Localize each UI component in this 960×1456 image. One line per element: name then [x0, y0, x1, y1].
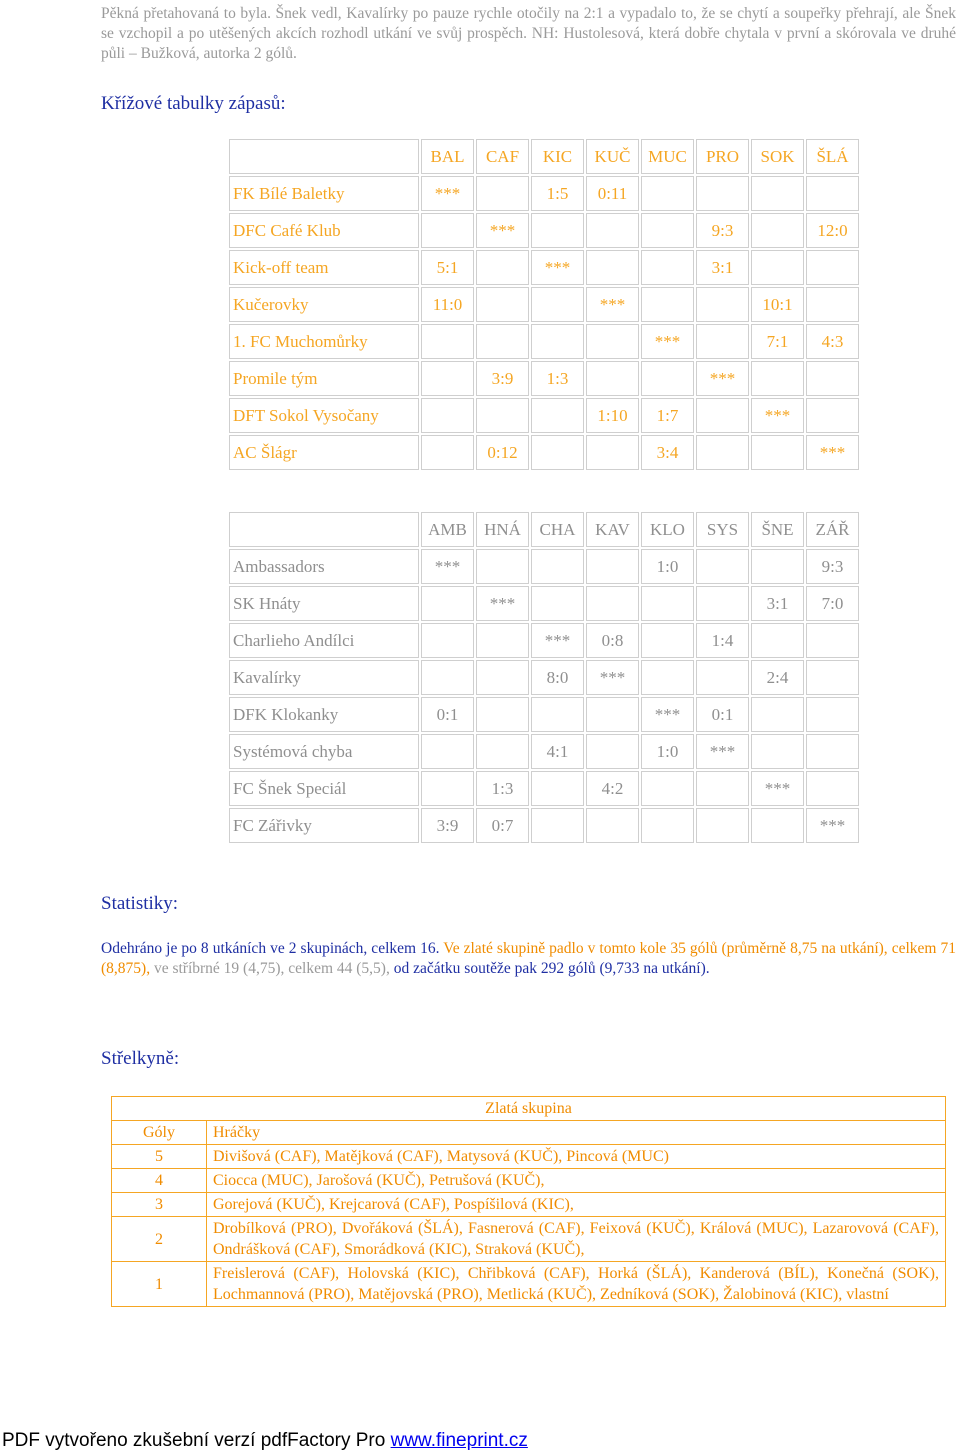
- silver-column-header: HNÁ: [476, 512, 529, 547]
- gold-score-cell: ***: [641, 324, 694, 359]
- silver-score-cell: [806, 660, 859, 695]
- gold-score-cell: 7:1: [751, 324, 804, 359]
- silver-score-cell: 4:1: [531, 734, 584, 769]
- gold-score-cell: [751, 213, 804, 248]
- players-list: Divišová (CAF), Matějková (CAF), Matysová (KUČ), Pincová (MUC): [207, 1145, 946, 1169]
- gold-corner-cell: [229, 139, 419, 174]
- gold-score-cell: [476, 176, 529, 211]
- stats-silver-group: ve stříbrné 19 (4,75), celkem 44 (5,5),: [153, 960, 394, 977]
- silver-score-cell: ***: [586, 660, 639, 695]
- silver-score-cell: [751, 623, 804, 658]
- silver-team-name: Systémová chyba: [229, 734, 419, 769]
- silver-score-cell: [476, 697, 529, 732]
- gold-score-cell: 0:11: [586, 176, 639, 211]
- silver-column-header: KLO: [641, 512, 694, 547]
- gold-score-cell: 0:12: [476, 435, 529, 470]
- silver-score-cell: [586, 586, 639, 621]
- silver-score-cell: [421, 660, 474, 695]
- silver-score-cell: [586, 734, 639, 769]
- scorers-row: [112, 1262, 946, 1307]
- gold-score-cell: [531, 213, 584, 248]
- gold-score-cell: [751, 361, 804, 396]
- gold-score-cell: 12:0: [806, 213, 859, 248]
- gold-column-header: MUC: [641, 139, 694, 174]
- gold-score-cell: [751, 435, 804, 470]
- gold-column-header: BAL: [421, 139, 474, 174]
- silver-score-cell: ***: [696, 734, 749, 769]
- scorers-row: [112, 1193, 946, 1217]
- goals-count: 3: [112, 1193, 207, 1217]
- silver-column-header: AMB: [421, 512, 474, 547]
- silver-score-cell: 7:0: [806, 586, 859, 621]
- gold-table-row: [229, 324, 859, 359]
- silver-table-header-row: [229, 512, 859, 547]
- silver-score-cell: 2:4: [751, 660, 804, 695]
- silver-table-row: [229, 697, 859, 732]
- silver-score-cell: [696, 549, 749, 584]
- gold-score-cell: 4:3: [806, 324, 859, 359]
- silver-score-cell: [531, 808, 584, 843]
- gold-score-cell: 3:1: [696, 250, 749, 285]
- gold-score-cell: ***: [751, 398, 804, 433]
- silver-score-cell: ***: [806, 808, 859, 843]
- gold-score-cell: [806, 398, 859, 433]
- silver-score-cell: [641, 808, 694, 843]
- silver-score-cell: [421, 623, 474, 658]
- gold-score-cell: [531, 324, 584, 359]
- silver-score-cell: [476, 660, 529, 695]
- silver-score-cell: [806, 734, 859, 769]
- scorers-table: [111, 1096, 946, 1307]
- gold-score-cell: ***: [586, 287, 639, 322]
- silver-score-cell: ***: [476, 586, 529, 621]
- gold-score-cell: [586, 435, 639, 470]
- silver-score-cell: [476, 623, 529, 658]
- silver-table-row: [229, 586, 859, 621]
- silver-table-row: [229, 623, 859, 658]
- gold-table-row: [229, 398, 859, 433]
- silver-score-cell: [421, 586, 474, 621]
- silver-score-cell: [531, 549, 584, 584]
- silver-score-cell: 0:8: [586, 623, 639, 658]
- silver-column-header: SYS: [696, 512, 749, 547]
- goals-count: 5: [112, 1145, 207, 1169]
- stats-paragraph: [101, 939, 956, 979]
- gold-score-cell: [421, 361, 474, 396]
- silver-score-cell: [586, 697, 639, 732]
- silver-team-name: SK Hnáty: [229, 586, 419, 621]
- intro-paragraph: Pěkná přetahovaná to byla. Šnek vedl, Kavalírky po pauze rychle otočily na 2:1 a vypadalo to, že se chytí a soupeřky přehrají, ale Šnek se vzchopil a po utěšených akcích rozhodl utkání ve svůj prospěch. NH: Hustolesová, která dobře chytala v první a skórovala ve druhé půli – Bužková, autorka 2 gólů.: [101, 5, 956, 62]
- gold-score-cell: 3:9: [476, 361, 529, 396]
- gold-column-header: PRO: [696, 139, 749, 174]
- gold-column-header: SOK: [751, 139, 804, 174]
- gold-team-name: FK Bílé Baletky: [229, 176, 419, 211]
- gold-column-header: KIC: [531, 139, 584, 174]
- gold-table-row: [229, 435, 859, 470]
- silver-score-cell: ***: [641, 697, 694, 732]
- gold-score-cell: [421, 324, 474, 359]
- goals-count: 1: [112, 1262, 207, 1307]
- gold-score-cell: 1:10: [586, 398, 639, 433]
- scorers-header-row: [112, 1121, 946, 1145]
- silver-score-cell: 3:9: [421, 808, 474, 843]
- gold-score-cell: 11:0: [421, 287, 474, 322]
- silver-column-header: CHA: [531, 512, 584, 547]
- stats-total-matches: Odehráno je po 8 utkáních ve 2 skupinách, celkem 16.: [101, 940, 444, 957]
- gold-score-cell: [641, 250, 694, 285]
- silver-score-cell: [586, 808, 639, 843]
- silver-score-cell: [641, 623, 694, 658]
- silver-table-body: [229, 549, 859, 843]
- silver-score-cell: 1:4: [696, 623, 749, 658]
- gold-table-row: [229, 213, 859, 248]
- silver-score-cell: 0:1: [696, 697, 749, 732]
- scorers-table-title: Zlatá skupina: [112, 1097, 946, 1121]
- stats-season-total: od začátku soutěže pak 292 gólů (9,733 na utkání).: [393, 960, 710, 977]
- gold-group-table: [227, 137, 861, 472]
- gold-table-row: [229, 250, 859, 285]
- silver-score-cell: [751, 808, 804, 843]
- gold-score-cell: 1:7: [641, 398, 694, 433]
- scorers-row: [112, 1217, 946, 1262]
- silver-score-cell: [641, 660, 694, 695]
- silver-score-cell: [751, 697, 804, 732]
- gold-score-cell: 5:1: [421, 250, 474, 285]
- gold-score-cell: [751, 250, 804, 285]
- silver-score-cell: [751, 734, 804, 769]
- players-list: Gorejová (KUČ), Krejcarová (CAF), Pospíšilová (KIC),: [207, 1193, 946, 1217]
- silver-score-cell: [641, 771, 694, 806]
- gold-score-cell: [751, 176, 804, 211]
- silver-column-header: ŠNE: [751, 512, 804, 547]
- silver-score-cell: 1:3: [476, 771, 529, 806]
- gold-score-cell: [586, 250, 639, 285]
- players-column-header: Hráčky: [207, 1121, 946, 1145]
- silver-group-table: [227, 510, 861, 845]
- stats-gold-group: Ve zlaté skupině padlo v tomto kole 35 gólů (průměrně 8,75 na utkání), celkem 71 (8,875),: [101, 940, 956, 977]
- gold-score-cell: [421, 435, 474, 470]
- scorers-title-row: [112, 1097, 946, 1121]
- silver-score-cell: [531, 771, 584, 806]
- scorers-heading: Střelkyně:: [101, 1048, 180, 1069]
- gold-score-cell: [531, 398, 584, 433]
- gold-score-cell: [531, 287, 584, 322]
- gold-score-cell: ***: [531, 250, 584, 285]
- goals-count: 2: [112, 1217, 207, 1262]
- silver-score-cell: ***: [421, 549, 474, 584]
- gold-score-cell: [696, 324, 749, 359]
- gold-score-cell: ***: [421, 176, 474, 211]
- silver-score-cell: ***: [751, 771, 804, 806]
- silver-score-cell: [476, 549, 529, 584]
- silver-table-row: [229, 808, 859, 843]
- gold-score-cell: 10:1: [751, 287, 804, 322]
- silver-score-cell: 9:3: [806, 549, 859, 584]
- gold-team-name: Kučerovky: [229, 287, 419, 322]
- gold-score-cell: [696, 176, 749, 211]
- gold-score-cell: [586, 361, 639, 396]
- gold-table-body: [229, 176, 859, 470]
- gold-score-cell: [586, 324, 639, 359]
- silver-column-header: ZÁŘ: [806, 512, 859, 547]
- gold-score-cell: [476, 287, 529, 322]
- gold-score-cell: [806, 176, 859, 211]
- gold-team-name: DFT Sokol Vysočany: [229, 398, 419, 433]
- silver-score-cell: 8:0: [531, 660, 584, 695]
- gold-score-cell: ***: [806, 435, 859, 470]
- gold-score-cell: [696, 398, 749, 433]
- silver-team-name: FC Šnek Speciál: [229, 771, 419, 806]
- footer-text: PDF vytvořeno zkušební verzí pdfFactory Pro: [2, 1430, 391, 1451]
- gold-score-cell: 1:5: [531, 176, 584, 211]
- silver-score-cell: ***: [531, 623, 584, 658]
- scorers-row: [112, 1145, 946, 1169]
- scorers-table-body: [112, 1097, 946, 1307]
- silver-team-name: FC Zářivky: [229, 808, 419, 843]
- gold-score-cell: [421, 213, 474, 248]
- silver-score-cell: [806, 771, 859, 806]
- gold-score-cell: [806, 287, 859, 322]
- silver-score-cell: [641, 586, 694, 621]
- silver-score-cell: [476, 734, 529, 769]
- silver-score-cell: [531, 697, 584, 732]
- silver-score-cell: 1:0: [641, 734, 694, 769]
- pdf-footer: [2, 1430, 528, 1452]
- gold-score-cell: [476, 250, 529, 285]
- silver-score-cell: [696, 808, 749, 843]
- silver-table-row: [229, 771, 859, 806]
- silver-score-cell: [531, 586, 584, 621]
- gold-score-cell: [586, 213, 639, 248]
- players-list: Freislerová (CAF), Holovská (KIC), Chřibková (CAF), Horká (ŠLÁ), Kanderová (BÍL), Konečná (SOK), Lochmannová (PRO), Matějovská (PRO), Metlická (KUČ), Zedníková (SOK), Žalobinová (KIC), vlastní: [207, 1262, 946, 1307]
- silver-table-row: [229, 660, 859, 695]
- gold-team-name: Kick-off team: [229, 250, 419, 285]
- gold-team-name: AC Šlágr: [229, 435, 419, 470]
- silver-score-cell: [751, 549, 804, 584]
- gold-score-cell: [641, 176, 694, 211]
- silver-corner-cell: [229, 512, 419, 547]
- gold-team-name: 1. FC Muchomůrky: [229, 324, 419, 359]
- gold-score-cell: [806, 361, 859, 396]
- gold-score-cell: 9:3: [696, 213, 749, 248]
- silver-score-cell: [586, 549, 639, 584]
- gold-score-cell: [696, 287, 749, 322]
- silver-score-cell: [806, 623, 859, 658]
- gold-table-header-row: [229, 139, 859, 174]
- silver-score-cell: 4:2: [586, 771, 639, 806]
- gold-score-cell: [421, 398, 474, 433]
- gold-score-cell: [696, 435, 749, 470]
- silver-score-cell: [696, 586, 749, 621]
- silver-score-cell: 0:7: [476, 808, 529, 843]
- silver-team-name: Ambassadors: [229, 549, 419, 584]
- gold-column-header: CAF: [476, 139, 529, 174]
- cross-tables-heading: Křížové tabulky zápasů:: [101, 93, 286, 114]
- players-list: Ciocca (MUC), Jarošová (KUČ), Petrušová (KUČ),: [207, 1169, 946, 1193]
- silver-table-row: [229, 549, 859, 584]
- footer-link[interactable]: www.fineprint.cz: [390, 1430, 528, 1451]
- silver-score-cell: [421, 734, 474, 769]
- gold-score-cell: 3:4: [641, 435, 694, 470]
- goals-column-header: Góly: [112, 1121, 207, 1145]
- gold-score-cell: [641, 361, 694, 396]
- gold-column-header: ŠLÁ: [806, 139, 859, 174]
- silver-score-cell: 3:1: [751, 586, 804, 621]
- scorers-row: [112, 1169, 946, 1193]
- gold-score-cell: [476, 398, 529, 433]
- gold-score-cell: [641, 287, 694, 322]
- silver-team-name: DFK Klokanky: [229, 697, 419, 732]
- gold-score-cell: [476, 324, 529, 359]
- silver-score-cell: [696, 660, 749, 695]
- silver-score-cell: 1:0: [641, 549, 694, 584]
- silver-score-cell: [421, 771, 474, 806]
- players-list: Drobílková (PRO), Dvořáková (ŠLÁ), Fasnerová (CAF), Feixová (KUČ), Králová (MUC), Lazarovová (CAF), Ondrášková (CAF), Smorádková (KIC), Straková (KUČ),: [207, 1217, 946, 1262]
- gold-score-cell: [531, 435, 584, 470]
- gold-score-cell: [806, 250, 859, 285]
- silver-column-header: KAV: [586, 512, 639, 547]
- goals-count: 4: [112, 1169, 207, 1193]
- silver-team-name: Charlieho Andílci: [229, 623, 419, 658]
- gold-table-row: [229, 361, 859, 396]
- gold-table-row: [229, 287, 859, 322]
- gold-table-row: [229, 176, 859, 211]
- gold-score-cell: ***: [696, 361, 749, 396]
- gold-team-name: DFC Café Klub: [229, 213, 419, 248]
- gold-team-name: Promile tým: [229, 361, 419, 396]
- gold-score-cell: ***: [476, 213, 529, 248]
- silver-table-row: [229, 734, 859, 769]
- silver-score-cell: [806, 697, 859, 732]
- gold-score-cell: 1:3: [531, 361, 584, 396]
- silver-team-name: Kavalírky: [229, 660, 419, 695]
- gold-score-cell: [641, 213, 694, 248]
- gold-column-header: KUČ: [586, 139, 639, 174]
- silver-score-cell: [696, 771, 749, 806]
- silver-score-cell: 0:1: [421, 697, 474, 732]
- stats-heading: Statistiky:: [101, 893, 179, 914]
